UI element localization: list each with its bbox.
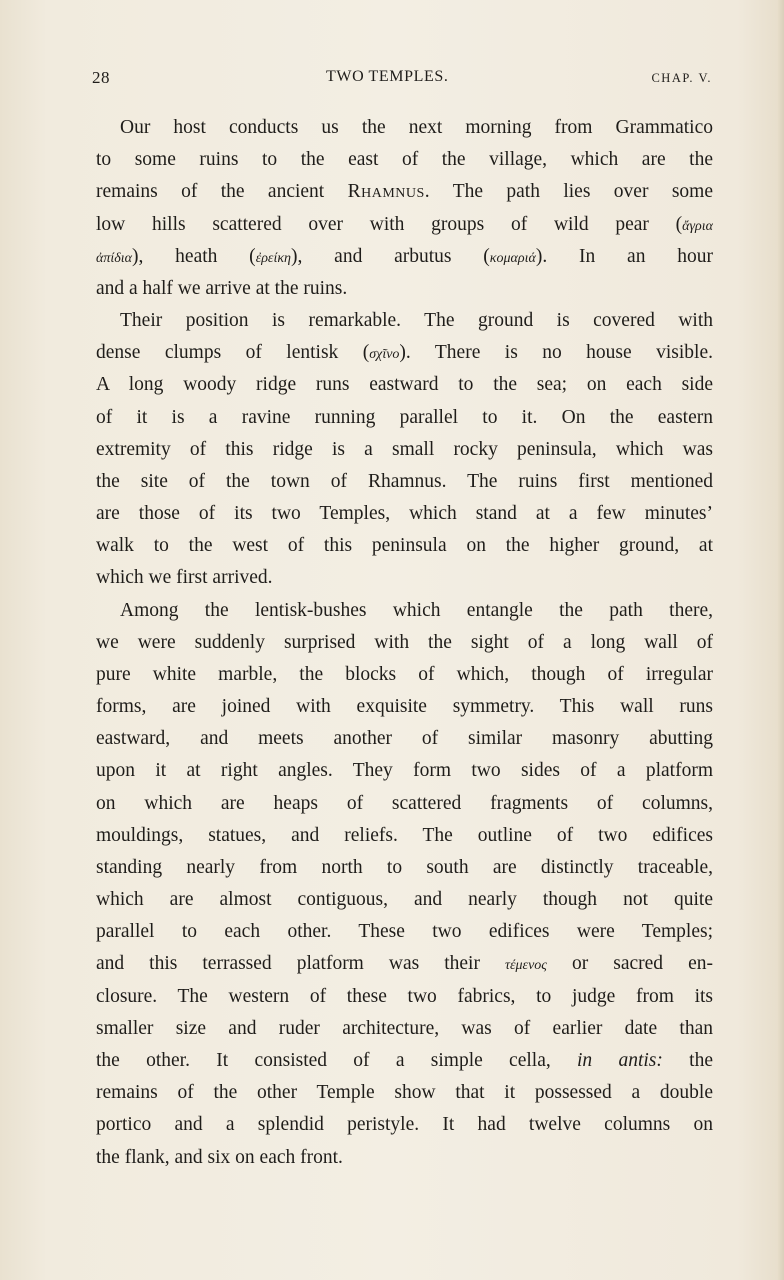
text-segment: the site of the town of Rhamnus. The ruins first mentioned [96, 470, 713, 492]
paragraph [96, 112, 713, 305]
text-segment: Their position is remarkable. The ground is covered with [120, 310, 713, 332]
text-line [96, 176, 713, 208]
greek-word: κομαριά [489, 250, 536, 266]
text-line [96, 112, 713, 144]
text-line [96, 402, 713, 434]
text-line [96, 1109, 713, 1141]
paragraph [96, 595, 713, 1174]
text-line [96, 948, 713, 980]
text-line [96, 916, 713, 948]
text-segment: Among the lentisk-bushes which entangle the path there, [120, 599, 713, 621]
text-line [96, 981, 713, 1013]
text-line [96, 144, 713, 176]
text-segment: upon it at right angles. They form two sides of a platform [96, 760, 713, 782]
text-segment: portico and a splendid peristyle. It had twelve columns on [96, 1114, 713, 1136]
text-line [96, 241, 713, 273]
greek-word: τέμενος [505, 958, 547, 974]
text-segment: mouldings, statues, and reliefs. The outline of two edifices [96, 824, 713, 846]
text-line [96, 369, 713, 401]
text-line [96, 434, 713, 466]
running-title: TWO TEMPLES. [326, 68, 449, 85]
text-segment: ), and arbutus ( [291, 245, 490, 267]
text-segment: ), heath ( [132, 245, 256, 267]
text-line [96, 884, 713, 916]
italic-phrase: in antis: [577, 1049, 663, 1071]
text-line [96, 1077, 713, 1109]
text-line [96, 1013, 713, 1045]
text-line [96, 1142, 713, 1174]
text-segment: to some ruins to the east of the village, which are the [96, 149, 713, 171]
text-segment: on which are heaps of scattered fragments of columns, [96, 792, 713, 814]
text-line [96, 1045, 713, 1077]
text-line [96, 723, 713, 755]
text-segment: ). In an hour [535, 245, 713, 267]
text-segment: Our host conducts us the next morning from Grammatico [120, 117, 713, 138]
text-line [96, 498, 713, 530]
text-segment: A long woody ridge runs eastward to the sea; on each side [96, 374, 713, 396]
text-segment: or sacred en- [546, 953, 713, 975]
text-segment: standing nearly from north to south are distinctly traceable, [96, 856, 713, 878]
body-text [96, 112, 713, 1174]
text-segment: of it is a ravine running parallel to it. On the eastern [96, 406, 713, 428]
text-segment: . The path lies over some [424, 181, 713, 203]
page-header [92, 68, 712, 94]
text-line [96, 659, 713, 691]
text-line [96, 691, 713, 723]
text-segment: remains of the ancient [96, 181, 348, 203]
text-segment: which we first arrived. [96, 567, 273, 589]
greek-word: ἀπίδια [96, 250, 132, 266]
page-number: 28 [92, 68, 110, 87]
paragraph [96, 305, 713, 595]
text-line [96, 595, 713, 627]
text-line [96, 209, 713, 241]
text-segment: and this terrassed platform was their [96, 953, 505, 975]
text-segment: eastward, and meets another of similar masonry abutting [96, 728, 713, 750]
text-segment: parallel to each other. These two edifices were Temples; [96, 921, 713, 943]
text-line [96, 755, 713, 787]
text-segment: extremity of this ridge is a small rocky peninsula, which was [96, 438, 713, 460]
text-segment: we were suddenly surprised with the sight of a long wall of [96, 631, 713, 653]
text-line [96, 466, 713, 498]
text-segment: pure white marble, the blocks of which, though of irregular [96, 663, 713, 685]
text-line [96, 852, 713, 884]
text-line [96, 788, 713, 820]
chapter-label: CHAP. V. [651, 71, 712, 85]
text-segment: and a half we arrive at the ruins. [96, 277, 348, 299]
text-segment: the [662, 1049, 713, 1071]
text-segment: dense clumps of lentisk ( [96, 342, 370, 364]
text-segment: are those of its two Temples, which stand at a few minutes’ [96, 503, 713, 525]
small-caps-word: Rhamnus [347, 181, 425, 203]
text-segment: walk to the west of this peninsula on the higher ground, at [96, 535, 713, 557]
text-line [96, 273, 713, 305]
text-segment: the flank, and six on each front. [96, 1146, 343, 1168]
text-segment: forms, are joined with exquisite symmetry. This wall runs [96, 696, 713, 718]
text-line [96, 305, 713, 337]
text-segment: low hills scattered over with groups of wild pear ( [96, 213, 683, 235]
text-line [96, 820, 713, 852]
text-segment: closure. The western of these two fabrics, to judge from its [96, 985, 713, 1007]
text-line [96, 627, 713, 659]
text-line [96, 530, 713, 562]
text-segment: smaller size and ruder architecture, was of earlier date than [96, 1017, 713, 1039]
text-segment: the other. It consisted of a simple cella, [96, 1049, 578, 1071]
greek-word: ἐρείκη [255, 250, 291, 266]
greek-word: ἄγρια [682, 218, 713, 234]
greek-word: σχῖνο [369, 347, 400, 363]
text-line [96, 562, 713, 594]
text-line [96, 337, 713, 369]
page-edge [778, 0, 784, 1280]
text-segment: which are almost contiguous, and nearly though not quite [96, 889, 713, 911]
text-segment: ). There is no house visible. [399, 342, 713, 364]
text-segment: remains of the other Temple show that it possessed a double [96, 1082, 713, 1104]
